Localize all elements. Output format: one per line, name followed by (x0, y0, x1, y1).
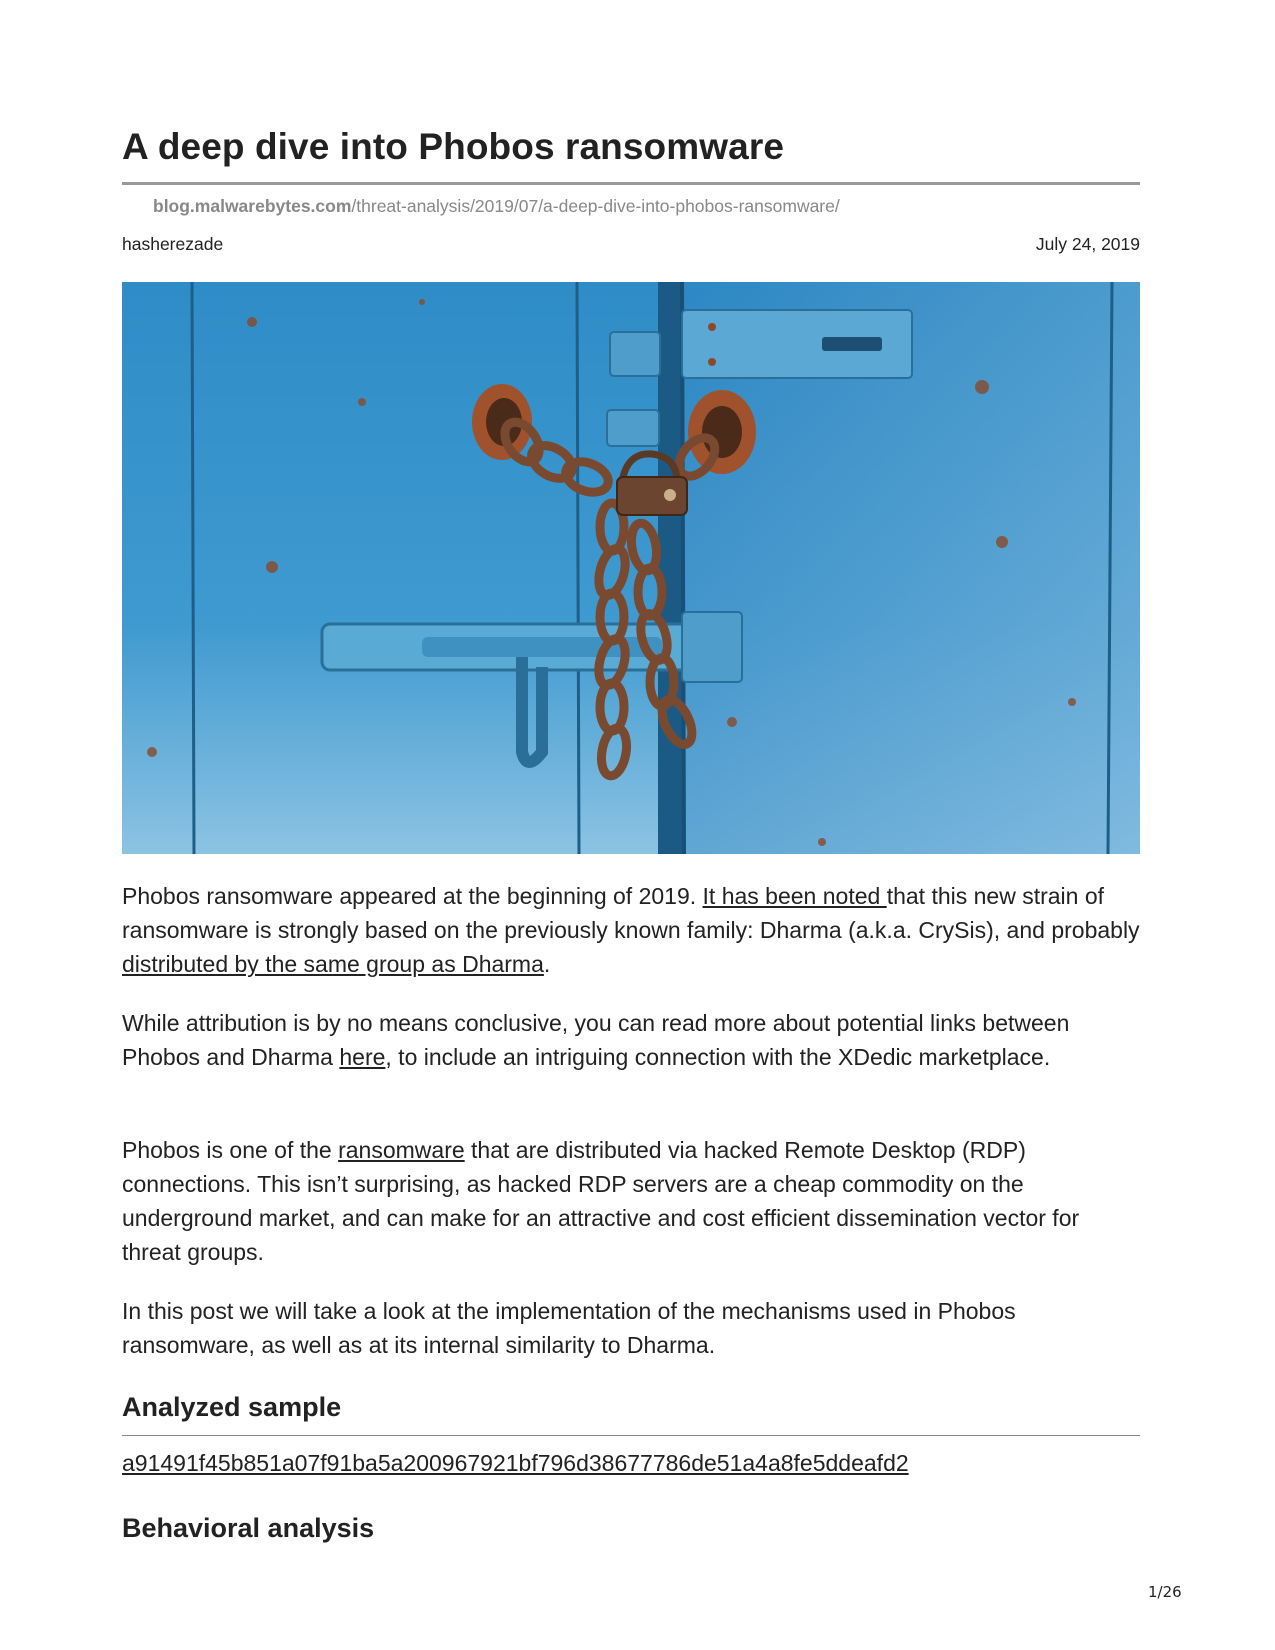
p2-text-b: , to include an intriguing connection with the XDedic marketplace. (385, 1044, 1051, 1070)
p3-text-b: that are distributed via hacked Remote Desktop (RDP) connections. This isn’t surprising, as hacked RDP servers are a cheap commodity on the underground market, and can make for an attractive and cost efficient dissemination vector for threat groups. (122, 1137, 1080, 1265)
behavioral-analysis-heading: Behavioral analysis (122, 1513, 375, 1543)
p1-text-c: . (543, 951, 551, 977)
attribution-paragraph (122, 1006, 1140, 1074)
intro-paragraph (122, 879, 1140, 981)
sample-hash-link[interactable]: a91491f45b851a07f91ba5a200967921bf796d38677786de51a4a8fe5ddeafd2 (122, 1450, 909, 1476)
ransomware-link[interactable]: ransomware (338, 1137, 465, 1163)
section-divider (122, 1435, 1140, 1436)
title-divider (122, 182, 1140, 185)
url-domain: blog.malwarebytes.com (153, 196, 352, 216)
page-number: 1/26 (1148, 1583, 1182, 1601)
rdp-paragraph (122, 1133, 1140, 1269)
url-path: /threat-analysis/2019/07/a-deep-dive-into-phobos-ransomware/ (351, 196, 840, 216)
hero-image-chained-blue-door (122, 282, 1140, 854)
source-url[interactable] (153, 196, 840, 217)
article-title: A deep dive into Phobos ransomware (122, 126, 784, 167)
p1-text-b: that this new strain of ransomware is strongly based on the previously known family: Dharma (a.k.a. CrySis), and probably (122, 883, 1140, 943)
it-has-been-noted-link[interactable]: It has been noted (702, 883, 887, 909)
p2-text-a: While attribution is by no means conclusive, you can read more about potential links between Phobos and Dharma (122, 1010, 1070, 1070)
p3-text-a: Phobos is one of the (122, 1137, 339, 1163)
publish-date: July 24, 2019 (1035, 234, 1140, 254)
post-scope-paragraph: In this post we will take a look at the implementation of the mechanisms used in Phobos ransomware, as well as at its internal similarity to Dharma. (122, 1298, 1016, 1358)
author-name: hasherezade (122, 234, 224, 254)
p1-text-a: Phobos ransomware appeared at the beginning of 2019. (122, 883, 703, 909)
here-link[interactable]: here (339, 1044, 386, 1070)
analyzed-sample-heading: Analyzed sample (122, 1392, 342, 1422)
distributed-by-same-group-link[interactable]: distributed by the same group as Dharma (122, 951, 544, 977)
